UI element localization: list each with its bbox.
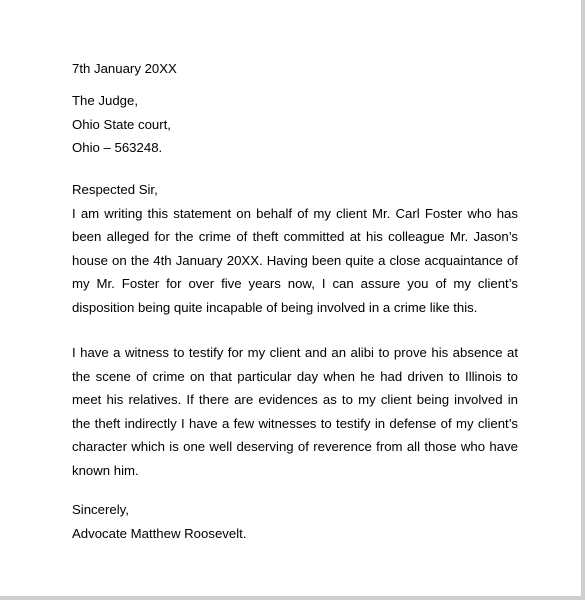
letter-date bbox=[72, 57, 518, 81]
paragraph-2-line: character which is one well deserving of reverence from all those who have bbox=[72, 439, 518, 455]
letter-body-1 bbox=[72, 178, 518, 320]
paragraph-1-line: house on the 4th January 20XX. Having been quite a close acquaintance of bbox=[72, 252, 518, 268]
paragraph-2-line: meet his relatives. If there are evidences as to my client being involved in bbox=[72, 392, 518, 408]
recipient-line-3: Ohio – 563248. bbox=[72, 140, 163, 156]
closing-line: Sincerely, bbox=[72, 502, 129, 517]
paragraph-2-line: known him. bbox=[72, 462, 139, 478]
recipient-line-1: The Judge, bbox=[72, 93, 138, 108]
paragraph-1-line: I am writing this statement on behalf of my client Mr. Carl Foster who has bbox=[72, 205, 518, 221]
paragraph-2-line: the theft indirectly I have a few witnesses to testify in defense of my client’s bbox=[72, 415, 518, 431]
paragraph-1-line: disposition being quite incapable of being involved in a crime like this. bbox=[72, 299, 478, 315]
paragraph-1-line: my Mr. Foster for over five years now, I can assure you of my client’s bbox=[72, 276, 518, 292]
recipient-line-2: Ohio State court, bbox=[72, 116, 171, 132]
recipient-address bbox=[72, 89, 518, 160]
signature-line: Advocate Matthew Roosevelt. bbox=[72, 525, 247, 541]
date-line: 7th January 20XX bbox=[72, 61, 177, 76]
salutation: Respected Sir, bbox=[72, 182, 158, 197]
paragraph-1-line: been alleged for the crime of theft committed at his colleague Mr. Jason’s bbox=[72, 229, 518, 245]
letter-body-2 bbox=[72, 341, 518, 483]
letter-closing bbox=[72, 498, 518, 545]
paragraph-2-line: the scene of crime on that particular day when he had driven to Illinois to bbox=[72, 368, 518, 384]
paragraph-2-line: I have a witness to testify for my client and an alibi to prove his absence at bbox=[72, 345, 518, 360]
